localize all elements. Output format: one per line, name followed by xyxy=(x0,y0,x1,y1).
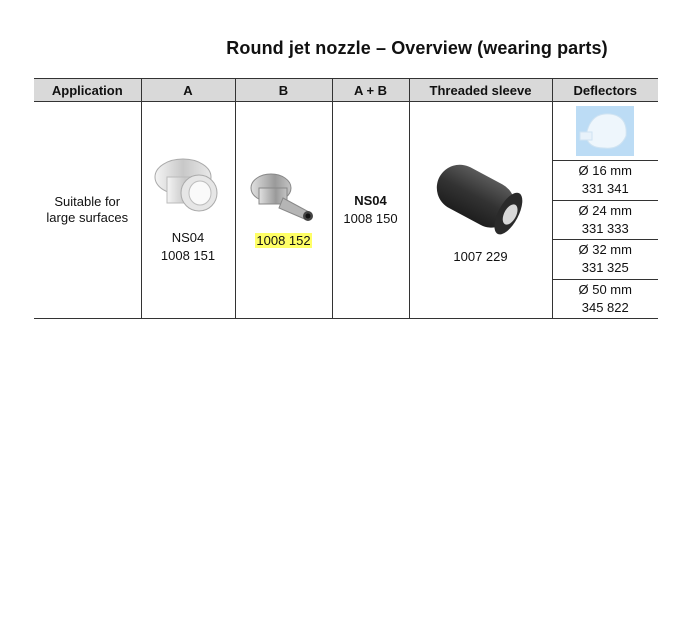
nozzle-b-icon xyxy=(249,170,319,228)
application-line-2: large surfaces xyxy=(46,210,129,225)
header-threaded-sleeve: Threaded sleeve xyxy=(409,79,552,102)
deflector-row xyxy=(553,280,659,319)
deflector-size: Ø 32 mm xyxy=(578,242,632,258)
deflector-row xyxy=(553,201,659,241)
deflector-image-cell xyxy=(553,102,659,161)
deflector-number: 345 822 xyxy=(581,299,629,315)
header-a: A xyxy=(141,79,235,102)
header-a-plus-b: A + B xyxy=(332,79,409,102)
overview-table xyxy=(34,78,658,319)
threaded-sleeve-icon xyxy=(426,154,536,244)
table-row xyxy=(34,102,658,319)
nozzle-a-icon xyxy=(153,155,223,219)
application-line-1: Suitable for xyxy=(54,194,121,209)
part-b-cell xyxy=(235,102,332,319)
part-a-cell xyxy=(141,102,235,319)
deflector-number: 331 325 xyxy=(581,260,629,276)
threaded-sleeve-cell xyxy=(409,102,552,319)
threaded-sleeve-number: 1007 229 xyxy=(453,249,508,264)
part-ab-cell xyxy=(332,102,409,319)
deflector-size: Ø 24 mm xyxy=(578,202,632,218)
header-application: Application xyxy=(34,79,141,102)
header-deflectors: Deflectors xyxy=(552,79,658,102)
part-ab-number: 1008 150 xyxy=(343,211,398,226)
header-row xyxy=(34,79,658,102)
application-cell xyxy=(34,102,141,319)
deflector-size: Ø 16 mm xyxy=(578,163,632,179)
deflector-size: Ø 50 mm xyxy=(578,281,632,297)
part-b-number-highlight: 1008 152 xyxy=(256,233,311,248)
deflectors-cell xyxy=(552,102,658,319)
part-b-number xyxy=(255,232,311,250)
deflector-number: 331 333 xyxy=(581,220,629,236)
part-a-number: 1008 151 xyxy=(160,248,216,263)
header-b: B xyxy=(235,79,332,102)
page-title: Round jet nozzle – Overview (wearing parts) xyxy=(226,38,608,58)
deflector-row xyxy=(553,161,659,201)
part-a-name: NS04 xyxy=(171,230,205,245)
deflector-row xyxy=(553,240,659,280)
part-ab-name: NS04 xyxy=(354,193,387,208)
deflector-icon xyxy=(576,106,634,156)
deflector-number: 331 341 xyxy=(581,181,629,197)
